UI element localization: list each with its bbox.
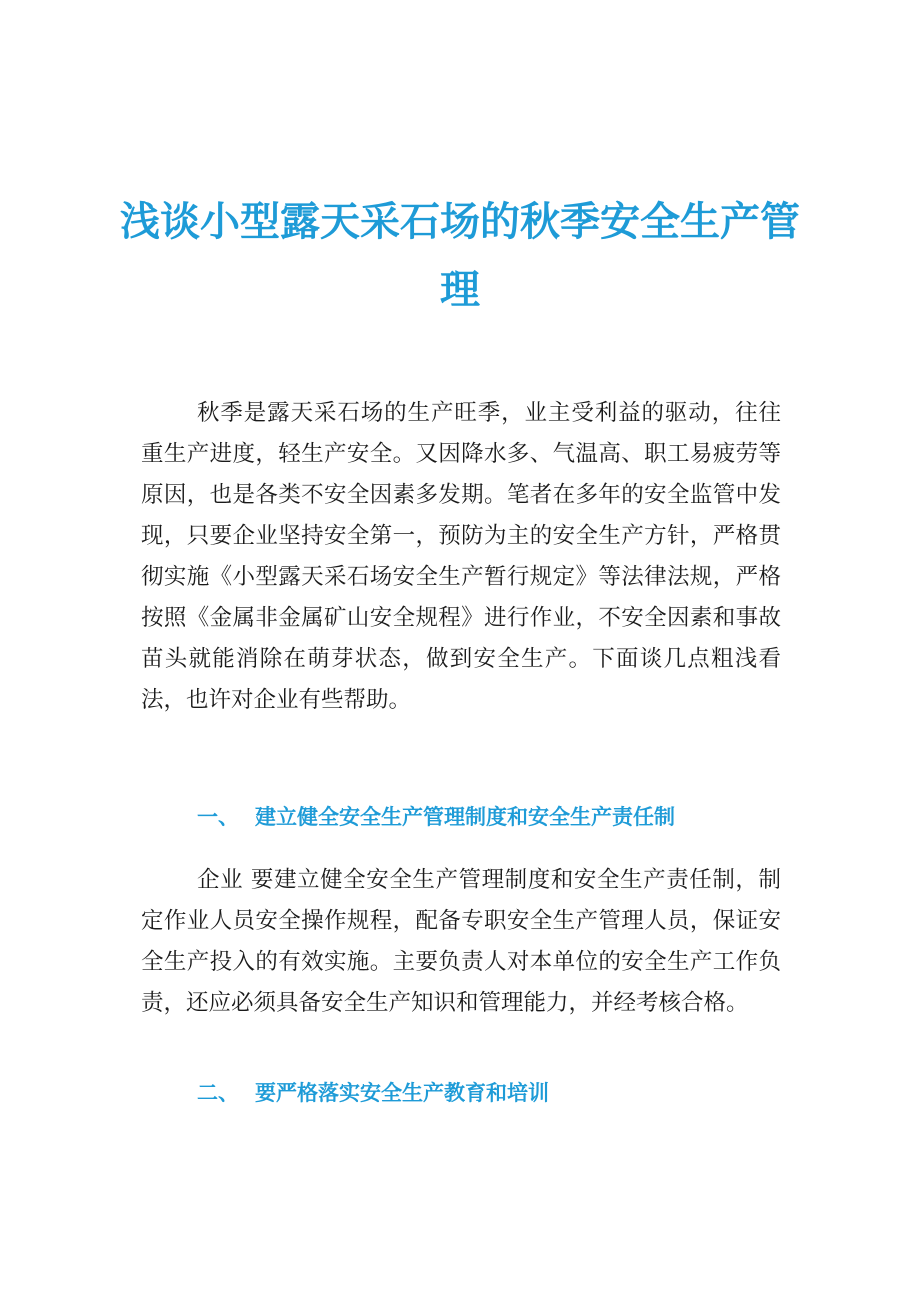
section-heading-1 [197,802,797,832]
section-number-1: 一、 [197,805,239,829]
intro-paragraph: 秋季是露天采石场的生产旺季，业主受利益的驱动，往往重生产进度，轻生产安全。又因降水多、气温高、职工易疲劳等原因，也是各类不安全因素多发期。笔者在多年的安全监管中发现，只要企业坚持安全第一，预防为主的安全生产方针，严格贯彻实施《小型露天采石场安全生产暂行规定》等法律法规，严格按照《金属非金属矿山安全规程》进行作业，不安全因素和事故苗头就能消除在萌芽状态，做到安全生产。下面谈几点粗浅看法，也许对企业有些帮助。 [141,400,781,713]
section-number-2: 二、 [197,1081,239,1105]
section-heading-2 [197,1078,797,1108]
section-title-1: 建立健全安全生产管理制度和安全生产责任制 [255,805,675,829]
document-title: 浅谈小型露天采石场的秋季安全生产管理 [120,199,800,313]
section-paragraph-1: 企业 要建立健全安全生产管理制度和安全生产责任制，制定作业人员安全操作规程，配备专职安全生产管理人员，保证安全生产投入的有效实施。主要负责人对本单位的安全生产工作负责，还应必须具备安全生产知识和管理能力，并经考核合格。 [141,867,781,1016]
section-title-2: 要严格落实安全生产教育和培训 [255,1081,549,1105]
